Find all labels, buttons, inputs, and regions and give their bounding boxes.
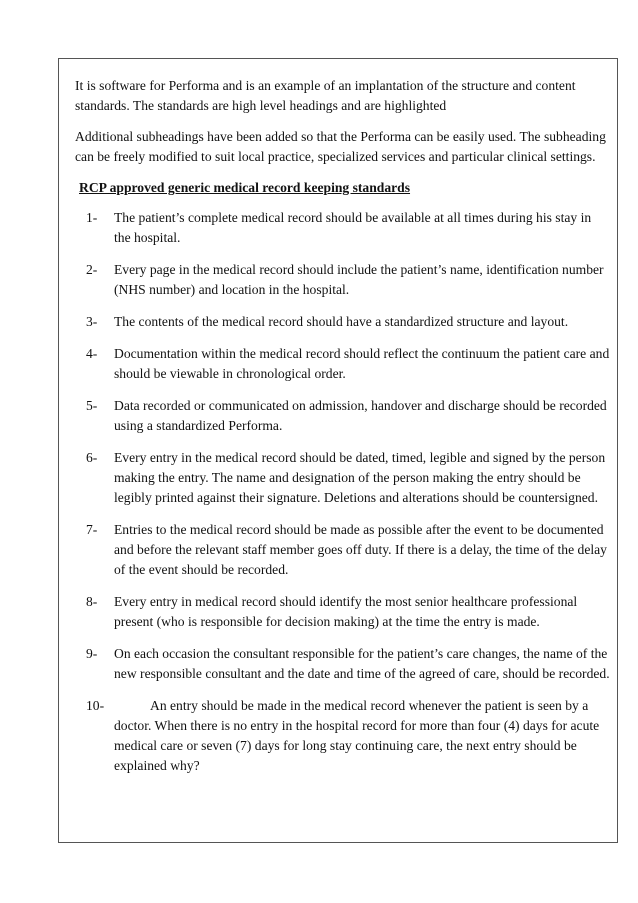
- item-number: 1-: [86, 210, 98, 225]
- item-number: 9-: [86, 646, 98, 661]
- item-number: 2-: [86, 262, 98, 277]
- list-item: [75, 448, 611, 508]
- item-number: 10-: [86, 698, 105, 713]
- item-text: Every page in the medical record should include the patient’s name, identification number (NHS number) and location in the hospital.: [114, 262, 604, 297]
- list-item: [75, 396, 611, 436]
- list-item: [75, 344, 611, 384]
- list-item: [75, 696, 611, 776]
- document-body: [75, 76, 611, 788]
- intro-paragraph-1: It is software for Performa and is an example of an implantation of the structure and content standards. The standards are high level headings and are highlighted: [75, 78, 576, 113]
- item-text: Documentation within the medical record should reflect the continuum the patient care and should be viewable in chronological order.: [114, 346, 610, 381]
- item-number: 8-: [86, 594, 98, 609]
- item-text: The contents of the medical record should have a standardized structure and layout.: [114, 314, 569, 329]
- list-item: [75, 260, 611, 300]
- list-item: [75, 644, 611, 684]
- list-item: [75, 312, 611, 332]
- item-text: On each occasion the consultant responsible for the patient’s care changes, the name of the new responsible consultant and the date and time of the agreed of care, should be recorded.: [114, 646, 610, 681]
- standards-list: [75, 208, 611, 776]
- item-text: Entries to the medical record should be made as possible after the event to be documented and before the relevant staff member goes off duty. If there is a delay, the time of the delay of the event should be recorded.: [114, 522, 607, 577]
- item-number: 7-: [86, 522, 98, 537]
- item-text: Data recorded or communicated on admission, handover and discharge should be recorded using a standardized Performa.: [114, 398, 607, 433]
- item-number: 4-: [86, 346, 98, 361]
- item-text: Every entry in the medical record should be dated, timed, legible and signed by the person making the entry. The name and designation of the person making the entry should be legibly printed against their signature. Deletions and alterations should be countersigned.: [114, 450, 606, 505]
- item-number: 3-: [86, 314, 98, 329]
- list-item: [75, 592, 611, 632]
- standards-heading: RCP approved generic medical record keeping standards: [79, 180, 411, 195]
- list-item: [75, 520, 611, 580]
- item-text: The patient’s complete medical record should be available at all times during his stay in the hospital.: [114, 210, 592, 245]
- item-text: An entry should be made in the medical record whenever the patient is seen by a doctor. When there is no entry in the hospital record for more than four (4) days for acute medical care or seven (7) days for long stay continuing care, the next entry should be explained why?: [114, 698, 600, 773]
- item-number: 5-: [86, 398, 98, 413]
- list-item: [75, 208, 611, 248]
- item-text: Every entry in medical record should identify the most senior healthcare professional present (who is responsible for decision making) at the time the entry is made.: [114, 594, 578, 629]
- intro-paragraph-2: Additional subheadings have been added so that the Performa can be easily used. The subheading can be freely modified to suit local practice, specialized services and particular clinical settings.: [75, 129, 606, 164]
- item-number: 6-: [86, 450, 98, 465]
